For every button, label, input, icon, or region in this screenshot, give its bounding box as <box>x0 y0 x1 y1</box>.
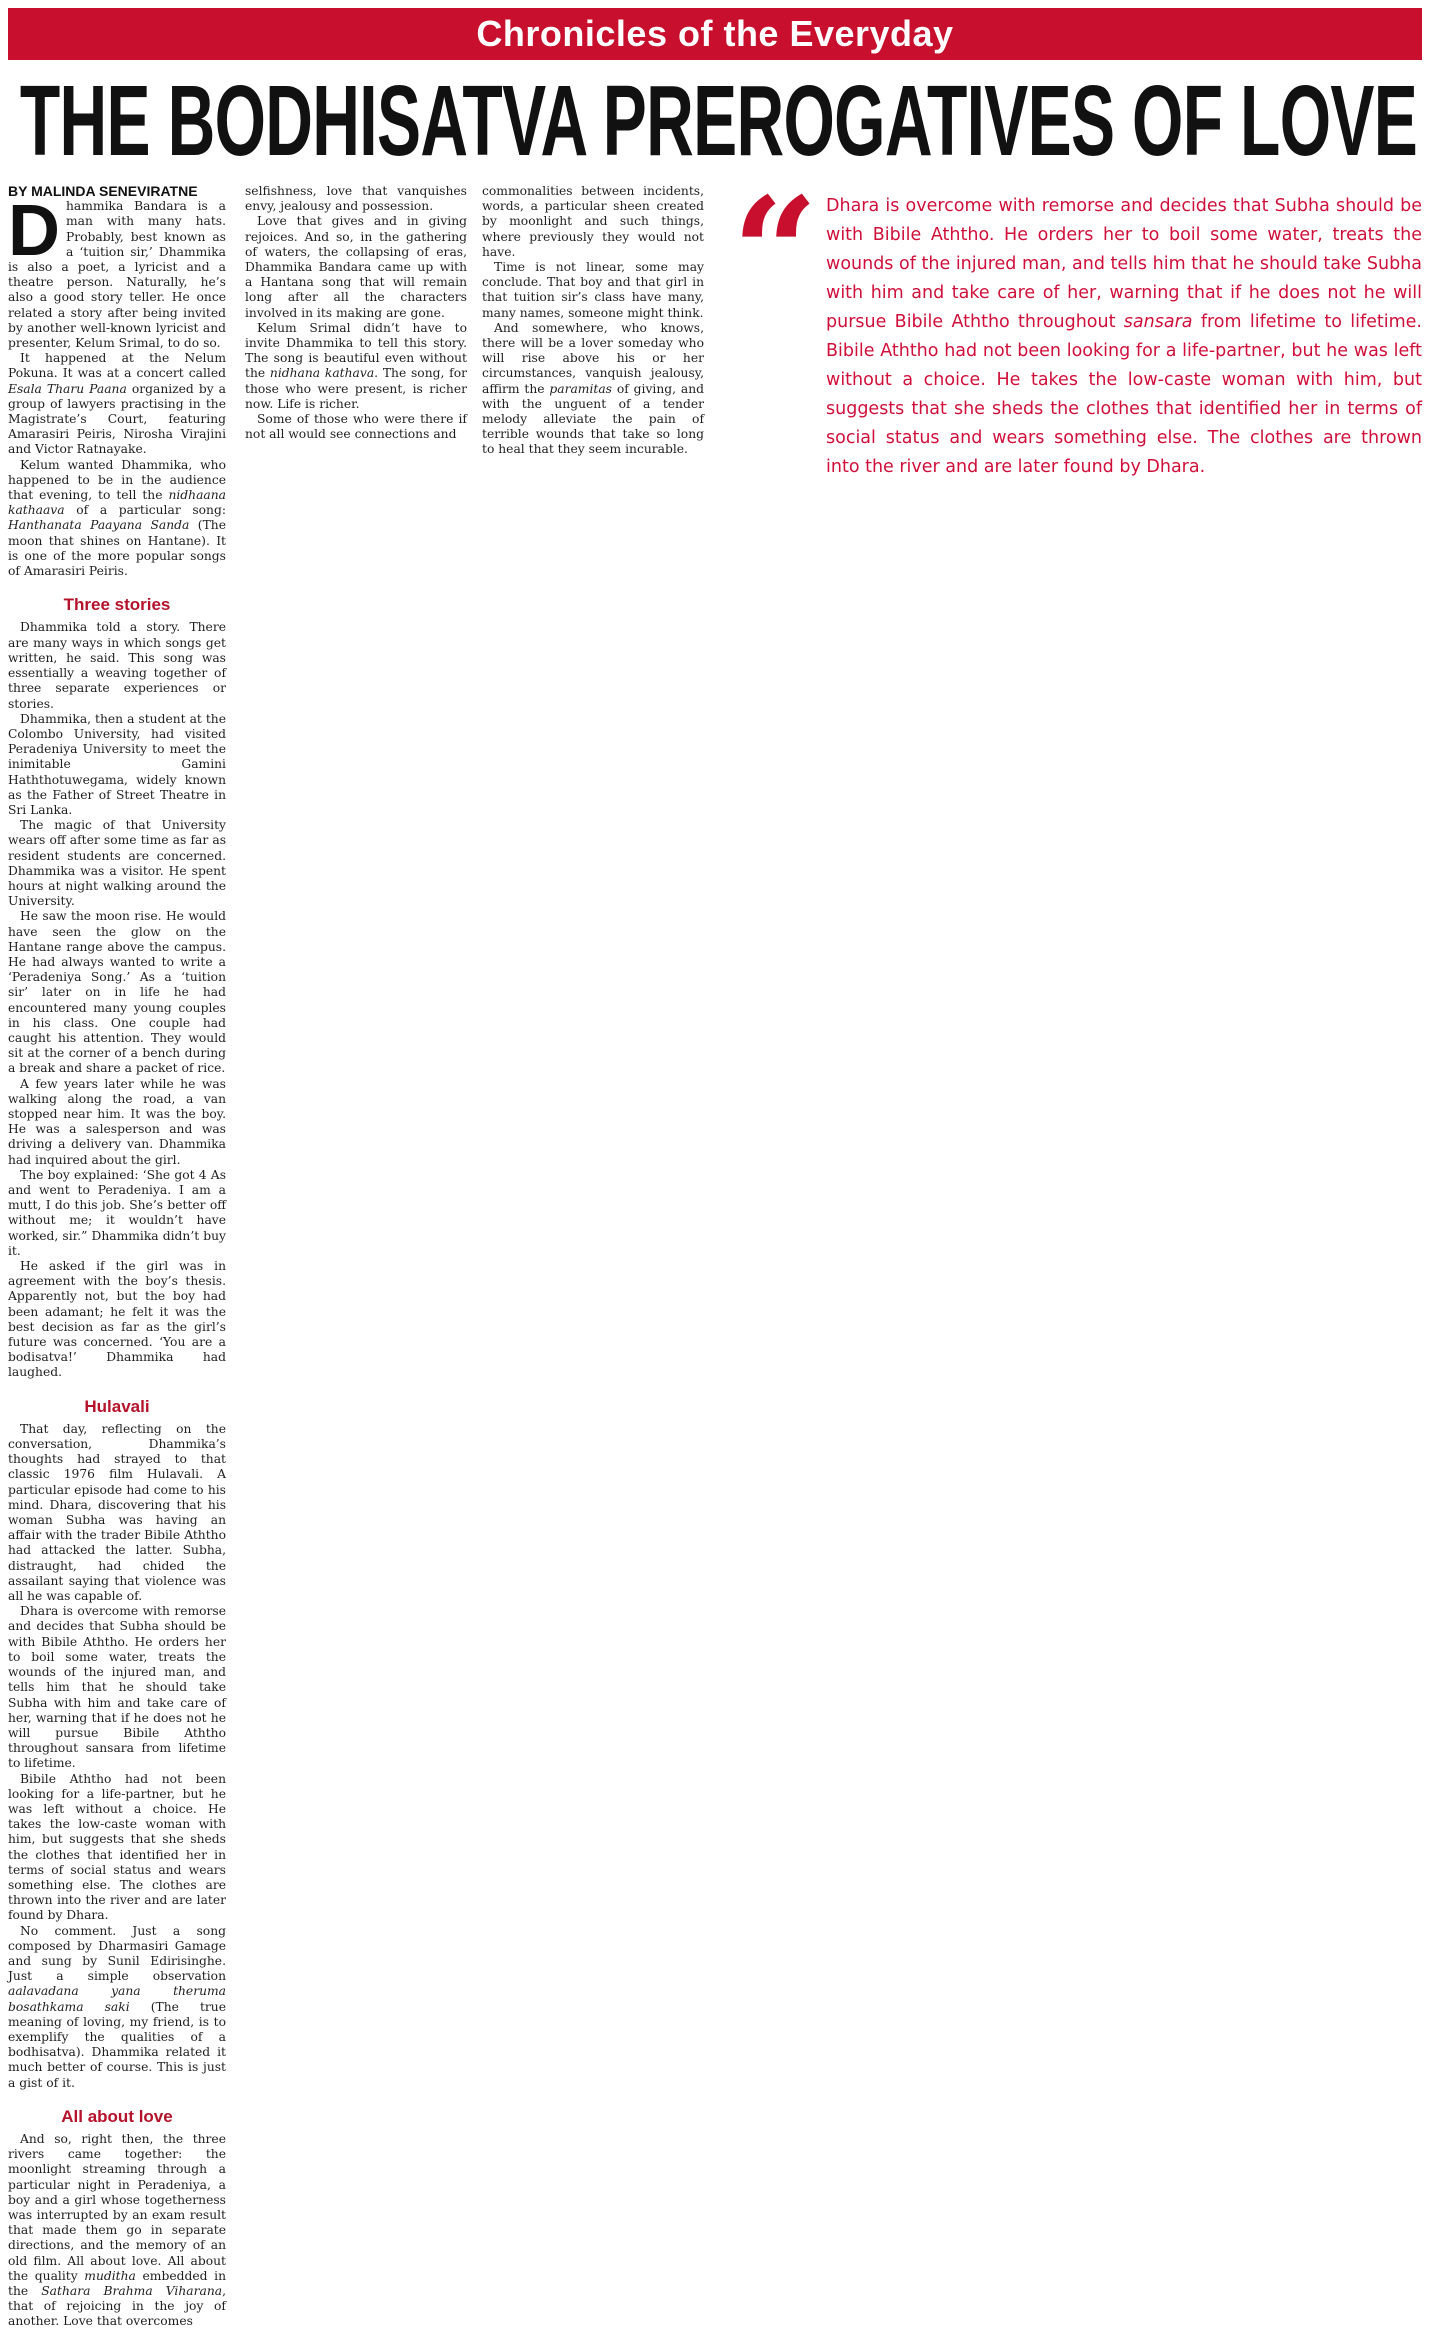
paragraph: Kelum Srimal didn’t have to invite Dhammika to tell this story. The song is beautiful even without the nidhana kathava. The song, for those who were present, is richer now. Life is richer. <box>245 320 467 411</box>
paragraph: Bibile Aththo had not been looking for a life-partner, but he was left without a choice. He takes the low-caste woman with him, but suggests that she sheds the clothes that identified her in terms of social status and wears something else. The clothes are thrown into the river and are later found by Dhara. <box>8 1771 226 1923</box>
paragraph: Dhammika told a story. There are many ways in which songs get written, he said. This song was essentially a weaving together of three separate experiences or stories. <box>8 620 226 711</box>
pull-quote: Dhara is overcome with remorse and decides that Subha should be with Bibile Aththo. He orders her to boil some water, treats the wounds of the injured man, and tells him that he should take Subha with him and take care of her, warning that if he does not he will pursue Bibile Aththo throughout sansara from lifetime to lifetime. Bibile Aththo had not been looking for a life-partner, but he was left without a choice. He takes the low-caste woman with him, but suggests that she sheds the clothes that identified her in terms of social status and wears something else. The clothes are thrown into the river and are later found by Dhara. <box>826 196 1422 477</box>
article-column-1 <box>8 184 226 2330</box>
paragraph: Dhammika, then a student at the Colombo University, had visited Peradeniya University to meet the inimitable Gamini Haththotuwegama, widely known as the Father of Street Theatre in Sri Lanka. <box>8 711 226 817</box>
paragraph: And somewhere, who knows, there will be a lover someday who will rise above his or her circumstances, vanquish jealousy, affirm the paramitas of giving, and with the unguent of a tender melody alleviate the pain of terrible wounds that take so long to heal that they seem incurable. <box>482 320 704 457</box>
paragraph: Time is not linear, some may conclude. That boy and that girl in that tuition sir’s class have many, many names, someone might think. <box>482 260 704 320</box>
paragraph: That day, reflecting on the conversation, Dhammika’s thoughts had strayed to that classic 1976 film Hulavali. A particular episode had come to his mind. Dhara, discovering that his woman Subha was having an affair with the trader Bibile Aththo had attacked the latter. Subha, distraught, had chided the assailant saying that violence was all he was capable of. <box>8 1421 226 1604</box>
paragraph: He saw the moon rise. He would have seen the glow on the Hantane range above the campus. He had always wanted to write a ‘Peradeniya Song.’ As a ‘tuition sir’ later on in life he had encountered many young couples in his class. One couple had caught his attention. They would sit at the corner of a bench during a break and share a packet of rice. <box>8 909 226 1076</box>
paragraph: Some of those who were there if not all would see connections and <box>245 412 467 442</box>
paragraph: No comment. Just a song composed by Dharmasiri Gamage and sung by Sunil Edirisinghe. Just a simple observation aalavadana yana theruma bosathkama saki (The true meaning of loving, my friend, is to exemplify the qualities of a bodhisatva). Dhammika related it much better of course. This is just a gist of it. <box>8 1923 226 2090</box>
intro-paragraph: Dhammika Bandara is a man with many hats. Probably, best known as a ‘tuition sir,’ Dhammika is also a poet, a lyricist and a theatre person. Naturally, he’s also a good story teller. He once related a story after being invited by another well-known lyricist and presenter, Kelum Srimal, to do so. <box>8 191 226 351</box>
article-column-3 <box>482 184 704 458</box>
byline: BY MALINDA SENEVIRATNE <box>8 183 198 199</box>
headline <box>0 66 1436 176</box>
paragraph: Love that gives and in giving rejoices. And so, in the gathering of waters, the collapsing of eras, Dhammika Bandara came up with a Hantana song that will remain long after all the characters involved in its making are gone. <box>245 214 467 320</box>
paragraph: commonalities between incidents, words, a particular sheen created by moonlight and such things, where previously they would not have. <box>482 184 704 259</box>
paragraph: And so, right then, the three rivers came together: the moonlight streaming through a particular night in Peradeniya, a boy and a girl whose togetherness was interrupted by an exam result that made them go in separate directions, and the memory of an old film. All about love. All about the quality muditha embedded in the Sathara Brahma Viharana, that of rejoicing in the joy of another. Love that overcomes <box>8 2131 226 2329</box>
headline-text: THE BODHISATVA PREROGATIVES OF LOVE <box>19 65 1417 177</box>
paragraph: A few years later while he was walking along the road, a van stopped near him. It was the boy. He was a salesperson and was driving a delivery van. Dhammika had inquired about the girl. <box>8 1076 226 1167</box>
paragraph: The magic of that University wears off after some time as far as resident students are concerned. Dhammika was a visitor. He spent hours at night walking around the University. <box>8 818 226 909</box>
paragraph: The boy explained: ‘She got 4 As and went to Peradeniya. I am a mutt, I do this job. She’s better off without me; it wouldn’t have worked, sir.” Dhammika didn’t buy it. <box>8 1167 226 1258</box>
paragraph: selfishness, love that vanquishes envy, jealousy and possession. <box>245 184 467 214</box>
paragraph: It happened at the Nelum Pokuna. It was at a concert called Esala Tharu Paana organized by a group of lawyers practising in the Magistrate’s Court, featuring Amarasiri Peiris, Nirosha Virajini and Victor Ratnayake. <box>8 351 226 457</box>
paragraph: Dhara is overcome with remorse and decides that Subha should be with Bibile Aththo. He orders her to boil some water, treats the wounds of the injured man, and tells him that he should take Subha with him and take care of her, warning that if he does not he will pursue Bibile Aththo throughout sansara from lifetime to lifetime. <box>8 1604 226 1771</box>
paragraph: Kelum wanted Dhammika, who happened to be in the audience that evening, to tell the nidhaana kathaava of a particular song: Hanthanata Paayana Sanda (The moon that shines on Hantane). It is one of the more popular songs of Amarasiri Peiris. <box>8 457 226 579</box>
drop-cap: D <box>8 191 60 272</box>
quote-mark-icon: “ <box>732 165 819 341</box>
section-banner: Chronicles of the Everyday <box>8 8 1422 60</box>
subhead-hulavali: Hulavali <box>84 1396 150 1416</box>
subhead-all-about-love: All about love <box>61 2106 173 2126</box>
subhead-three-stories: Three stories <box>63 595 171 615</box>
article-column-2 <box>245 184 467 442</box>
paragraph: He asked if the girl was in agreement with the boy’s thesis. Apparently not, but the boy had been adamant; he felt it was the best decision as far as the girl’s future was concerned. ‘You are a bodisatva!’ Dhammika had laughed. <box>8 1259 226 1380</box>
